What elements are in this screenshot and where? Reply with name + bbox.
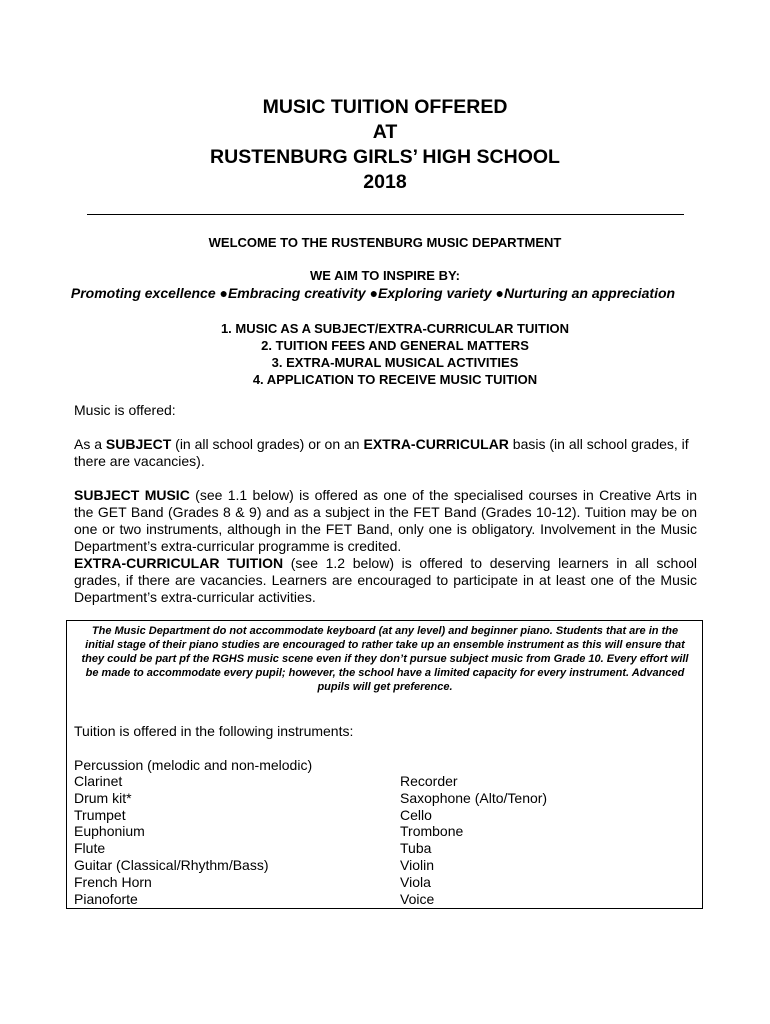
- instruments-box: [66, 620, 703, 909]
- instrument-item: Flute: [74, 840, 106, 857]
- basis-paragraph: [74, 436, 697, 470]
- basis-text: (in all school grades) or on an: [171, 436, 364, 452]
- subject-label: SUBJECT: [105, 436, 172, 452]
- title-line: RUSTENBURG GIRLS’ HIGH SCHOOL: [210, 146, 560, 168]
- extra-curricular-text: (see 1.2 below) is offered to deserving learners in all school grades, if there are vacancies. Learners are encouraged to participate in at least one of the Music Department’s extra-curricular activities.: [74, 555, 697, 605]
- instrument-item: Violin: [400, 856, 434, 873]
- subject-music-paragraph: [74, 487, 697, 606]
- title-line: MUSIC TUITION OFFERED: [262, 96, 508, 118]
- aim-heading: WE AIM TO INSPIRE BY:: [310, 268, 460, 283]
- contents-item: 4. APPLICATION TO RECEIVE MUSIC TUITION: [252, 372, 538, 387]
- music-offered-text: Music is offered:: [74, 402, 176, 418]
- instruments-right-column: [400, 773, 547, 907]
- instrument-item: Viola: [400, 873, 431, 890]
- extra-curricular-tuition-label: EXTRA-CURRICULAR TUITION: [74, 555, 284, 571]
- instrument-item: Trumpet: [74, 806, 126, 823]
- welcome-heading: WELCOME TO THE RUSTENBURG MUSIC DEPARTMENT: [208, 235, 562, 250]
- instruments-intro: Tuition is offered in the following instruments:: [74, 723, 354, 739]
- extra-curricular-label: EXTRA-CURRICULAR: [363, 436, 509, 452]
- contents-list: [0, 320, 770, 388]
- title-line: AT: [372, 121, 398, 143]
- instrument-item: Tuba: [400, 840, 432, 857]
- title-line: 2018: [363, 171, 407, 193]
- instrument-item: Trombone: [400, 823, 464, 840]
- instrument-item: French Horn: [74, 873, 152, 890]
- subject-music-text: (see 1.1 below) is offered as one of the specialised courses in Creative Arts in the GET Band (Grades 8 & 9) and as a subject in the FET Band (Grades 10-12). Tuition may be on one or two instruments, although in the FET Band, only one is obligatory. Involvement in the Music Department’s extra-curricular programme is credited.: [74, 487, 697, 554]
- document-title: [0, 95, 770, 195]
- instrument-item: Voice: [400, 890, 435, 907]
- instrument-item: Guitar (Classical/Rhythm/Bass): [74, 856, 269, 873]
- basis-text: As a: [74, 436, 106, 452]
- instrument-item: Pianoforte: [74, 890, 138, 907]
- percussion-heading: Percussion (melodic and non-melodic): [74, 757, 313, 773]
- instrument-item: Clarinet: [74, 773, 123, 789]
- motto-line: Promoting excellence ●Embracing creativity ●Exploring variety ●Nurturing an appreciation: [70, 285, 676, 301]
- instrument-item: Drum kit*: [74, 789, 132, 806]
- contents-item: 3. EXTRA-MURAL MUSICAL ACTIVITIES: [271, 355, 519, 370]
- contents-item: 1. MUSIC AS A SUBJECT/EXTRA-CURRICULAR TUITION: [220, 321, 570, 336]
- basis-text: basis (in all school grades, if there are vacancies).: [74, 436, 689, 469]
- instruments-left-column: [74, 773, 269, 907]
- keyboard-notice: The Music Department do not accommodate keyboard (at any level) and beginner piano. Students that are in the initial stage of their piano studies are encouraged to rather take up an ensemble instrument as this will ensure that they could be part pf the RGHS music scene even if they don’t pursue subject music from Grade 10. Every effort will be made to accommodate every pupil; however, the school have a limited capacity for every instrument. Advanced pupils will get preference.: [81, 625, 689, 693]
- title-divider: [87, 214, 684, 215]
- instrument-item: Saxophone (Alto/Tenor): [400, 789, 548, 806]
- instrument-item: Cello: [400, 806, 432, 823]
- instrument-item: Recorder: [400, 773, 458, 789]
- instrument-item: Euphonium: [74, 823, 145, 840]
- subject-music-label: SUBJECT MUSIC: [74, 487, 190, 503]
- contents-item: 2. TUITION FEES AND GENERAL MATTERS: [261, 338, 529, 353]
